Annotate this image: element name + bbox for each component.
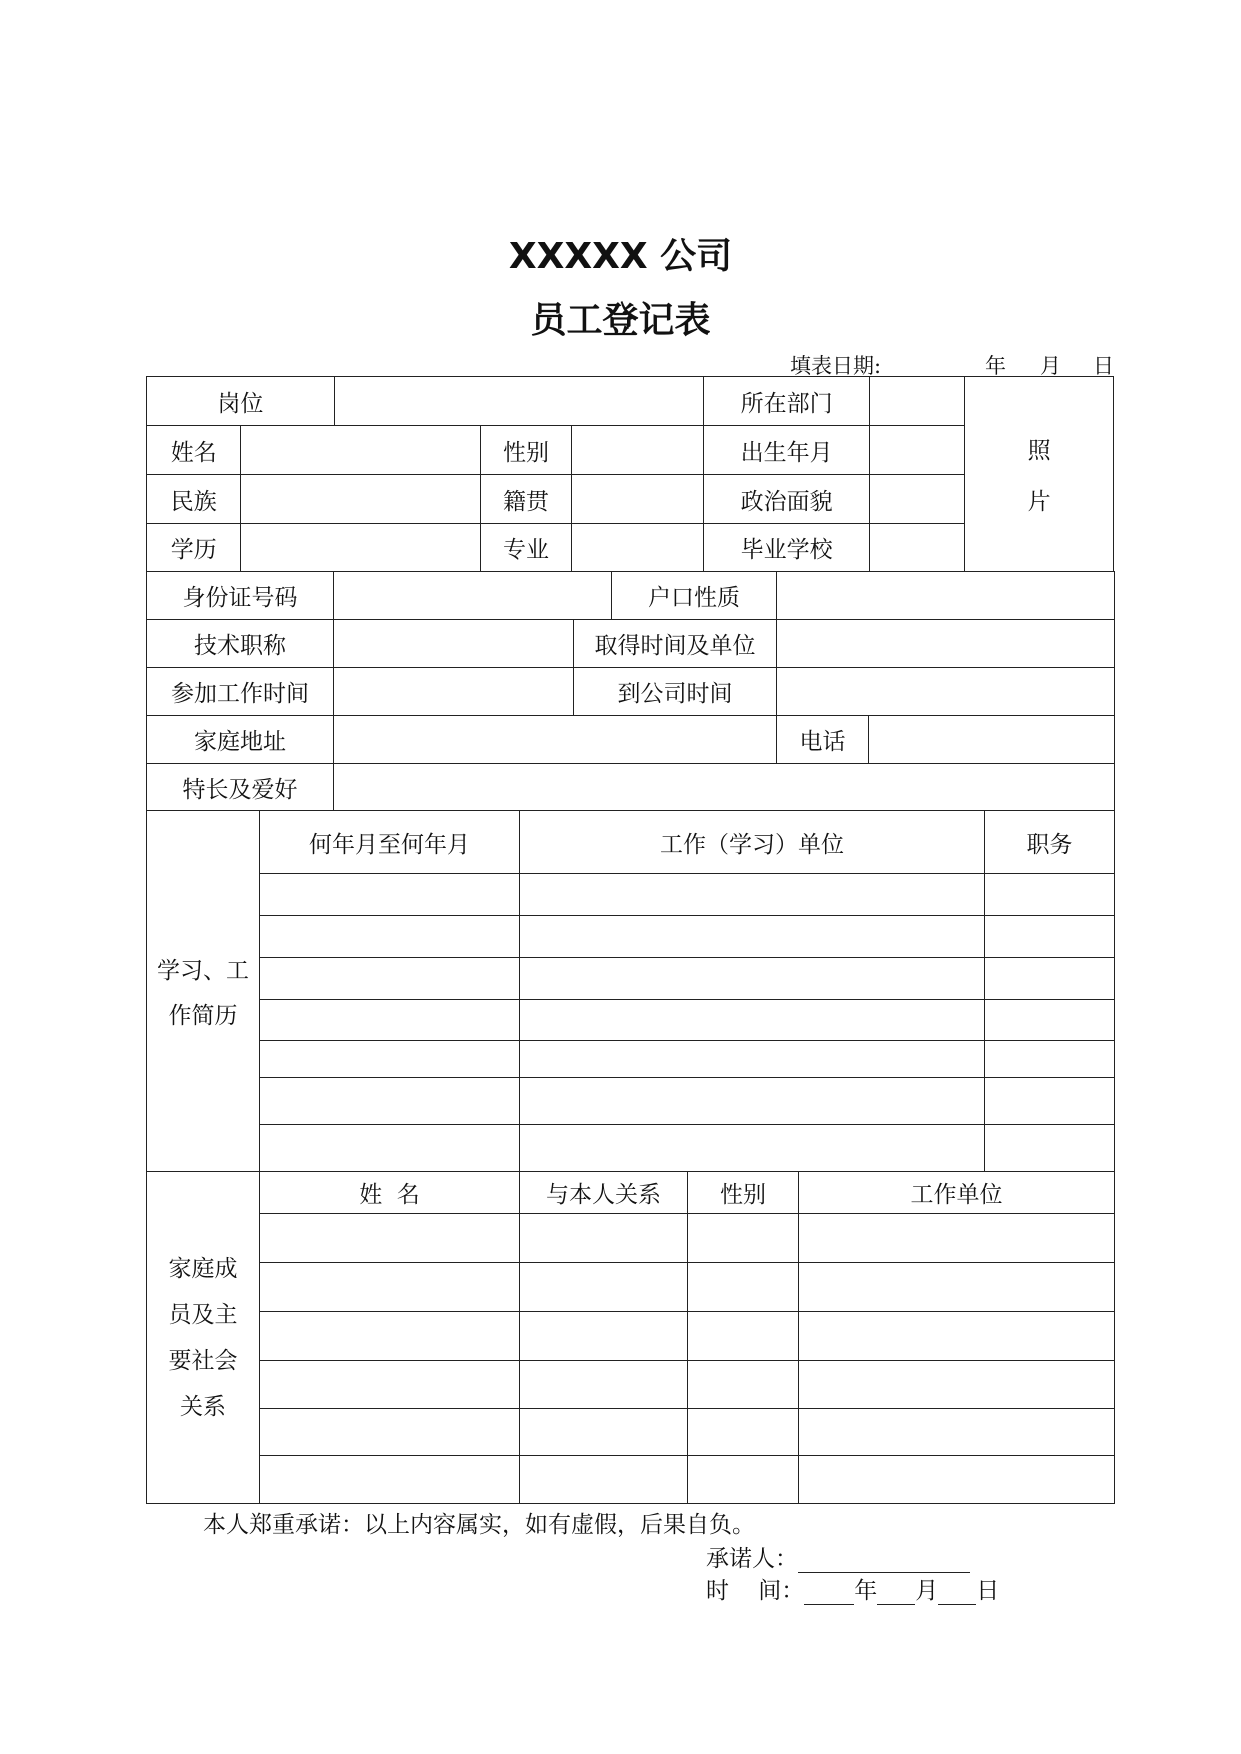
family-unit-cell[interactable] bbox=[799, 1263, 1115, 1312]
resume-unit-cell[interactable] bbox=[520, 874, 985, 916]
time-label: 时 间： bbox=[706, 1578, 805, 1604]
photo-box[interactable] bbox=[965, 377, 1114, 572]
ethnicity-label: 民族 bbox=[147, 475, 241, 524]
education-label: 学历 bbox=[147, 524, 241, 572]
resume-period-cell[interactable] bbox=[260, 1041, 520, 1078]
family-relation-cell[interactable] bbox=[520, 1312, 688, 1361]
family-gender-cell[interactable] bbox=[688, 1312, 799, 1361]
time-month: 月 bbox=[915, 1578, 939, 1604]
major-field[interactable] bbox=[571, 524, 704, 572]
family-unit-cell[interactable] bbox=[799, 1456, 1115, 1504]
major-label: 专业 bbox=[481, 524, 571, 572]
family-section-label bbox=[147, 1172, 260, 1504]
resume-period-cell[interactable] bbox=[260, 874, 520, 916]
family-label-line-3: 要社会 bbox=[168, 1347, 238, 1374]
hometown-field[interactable] bbox=[571, 475, 704, 524]
family-gender-cell[interactable] bbox=[688, 1361, 799, 1409]
time-month-line[interactable] bbox=[877, 1578, 915, 1605]
political-field[interactable] bbox=[869, 475, 964, 524]
signer-row bbox=[706, 1540, 970, 1573]
phone-field[interactable] bbox=[869, 716, 1115, 764]
fill-date-year: 年 bbox=[985, 354, 1006, 378]
fill-date-label: 填表日期: bbox=[790, 354, 882, 378]
resume-duty-cell[interactable] bbox=[985, 1125, 1115, 1172]
family-col-gender: 性别 bbox=[688, 1172, 799, 1214]
education-field[interactable] bbox=[241, 524, 481, 572]
work-start-field[interactable] bbox=[334, 668, 574, 716]
resume-unit-cell[interactable] bbox=[520, 958, 985, 1000]
signer-line[interactable] bbox=[798, 1546, 970, 1573]
resume-period-cell[interactable] bbox=[260, 916, 520, 958]
family-label-line-4: 关系 bbox=[180, 1393, 226, 1420]
resume-duty-cell[interactable] bbox=[985, 916, 1115, 958]
family-relation-cell[interactable] bbox=[520, 1263, 688, 1312]
resume-unit-cell[interactable] bbox=[520, 1125, 985, 1172]
fill-date-day: 日 bbox=[1093, 354, 1114, 378]
resume-duty-cell[interactable] bbox=[985, 958, 1115, 1000]
family-col-unit: 工作单位 bbox=[799, 1172, 1115, 1214]
form-title: 员工登记表 bbox=[530, 300, 711, 341]
time-day-line[interactable] bbox=[938, 1578, 976, 1605]
join-time-label: 到公司时间 bbox=[574, 668, 777, 716]
name-field[interactable] bbox=[241, 426, 481, 475]
family-col-relation: 与本人关系 bbox=[520, 1172, 688, 1214]
address-label: 家庭地址 bbox=[147, 716, 334, 764]
resume-duty-cell[interactable] bbox=[985, 1000, 1115, 1041]
gender-field[interactable] bbox=[571, 426, 704, 475]
resume-period-cell[interactable] bbox=[260, 1078, 520, 1125]
resume-table bbox=[146, 810, 1115, 1172]
family-unit-cell[interactable] bbox=[799, 1409, 1115, 1456]
family-relation-cell[interactable] bbox=[520, 1214, 688, 1263]
family-gender-cell[interactable] bbox=[688, 1409, 799, 1456]
photo-label-2: 片 bbox=[1027, 489, 1051, 515]
family-name-cell[interactable] bbox=[260, 1409, 520, 1456]
resume-section-label bbox=[147, 811, 260, 1172]
family-unit-cell[interactable] bbox=[799, 1214, 1115, 1263]
time-year: 年 bbox=[854, 1578, 878, 1604]
id-number-label: 身份证号码 bbox=[147, 572, 334, 620]
detail-info-table bbox=[146, 571, 1115, 811]
resume-unit-cell[interactable] bbox=[520, 1078, 985, 1125]
birth-field[interactable] bbox=[869, 426, 964, 475]
family-name-cell[interactable] bbox=[260, 1456, 520, 1504]
title-label: 技术职称 bbox=[147, 620, 334, 668]
name-label: 姓名 bbox=[147, 426, 241, 475]
family-relation-cell[interactable] bbox=[520, 1456, 688, 1504]
resume-period-cell[interactable] bbox=[260, 1125, 520, 1172]
title-time-unit-field[interactable] bbox=[777, 620, 1115, 668]
id-number-field[interactable] bbox=[334, 572, 612, 620]
work-start-label: 参加工作时间 bbox=[147, 668, 334, 716]
family-gender-cell[interactable] bbox=[688, 1263, 799, 1312]
hometown-label: 籍贯 bbox=[481, 475, 571, 524]
photo-label-1: 照 bbox=[1027, 438, 1051, 464]
family-label-line-1: 家庭成 bbox=[168, 1255, 238, 1282]
resume-unit-cell[interactable] bbox=[520, 1000, 985, 1041]
ethnicity-field[interactable] bbox=[241, 475, 481, 524]
family-unit-cell[interactable] bbox=[799, 1361, 1115, 1409]
birth-label: 出生年月 bbox=[704, 426, 870, 475]
resume-col-period: 何年月至何年月 bbox=[260, 811, 520, 874]
family-label-line-2: 员及主 bbox=[168, 1301, 238, 1328]
resume-period-cell[interactable] bbox=[260, 1000, 520, 1041]
resume-period-cell[interactable] bbox=[260, 958, 520, 1000]
hukou-field[interactable] bbox=[777, 572, 1115, 620]
position-field[interactable] bbox=[334, 377, 703, 426]
department-label: 所在部门 bbox=[704, 377, 870, 426]
family-table bbox=[146, 1171, 1115, 1504]
fill-date-month: 月 bbox=[1040, 354, 1061, 378]
family-name-cell[interactable] bbox=[260, 1312, 520, 1361]
family-name-cell[interactable] bbox=[260, 1263, 520, 1312]
title-field[interactable] bbox=[334, 620, 574, 668]
school-label: 毕业学校 bbox=[704, 524, 870, 572]
political-label: 政治面貌 bbox=[704, 475, 870, 524]
resume-col-duty: 职务 bbox=[985, 811, 1115, 874]
department-field[interactable] bbox=[869, 377, 964, 426]
resume-duty-cell[interactable] bbox=[985, 1041, 1115, 1078]
gender-label: 性别 bbox=[481, 426, 571, 475]
title-time-unit-label: 取得时间及单位 bbox=[574, 620, 777, 668]
resume-unit-cell[interactable] bbox=[520, 916, 985, 958]
time-row bbox=[706, 1572, 999, 1605]
hobbies-label: 特长及爱好 bbox=[147, 764, 334, 811]
time-year-line[interactable] bbox=[804, 1578, 854, 1605]
time-day: 日 bbox=[976, 1578, 1000, 1604]
family-gender-cell[interactable] bbox=[688, 1214, 799, 1263]
family-gender-cell[interactable] bbox=[688, 1456, 799, 1504]
resume-label-line-2: 作简历 bbox=[168, 1003, 238, 1029]
resume-unit-cell[interactable] bbox=[520, 1041, 985, 1078]
family-name-cell[interactable] bbox=[260, 1361, 520, 1409]
family-col-name: 姓 名 bbox=[260, 1172, 520, 1214]
pledge-text: 本人郑重承诺：以上内容属实，如有虚假，后果自负。 bbox=[203, 1512, 755, 1538]
family-unit-cell[interactable] bbox=[799, 1312, 1115, 1361]
hobbies-field[interactable] bbox=[334, 764, 1115, 811]
resume-col-unit: 工作（学习）单位 bbox=[520, 811, 985, 874]
resume-duty-cell[interactable] bbox=[985, 1078, 1115, 1125]
join-time-field[interactable] bbox=[777, 668, 1115, 716]
family-relation-cell[interactable] bbox=[520, 1361, 688, 1409]
address-field[interactable] bbox=[334, 716, 777, 764]
signer-label: 承诺人： bbox=[706, 1546, 798, 1572]
school-field[interactable] bbox=[869, 524, 964, 572]
family-name-cell[interactable] bbox=[260, 1214, 520, 1263]
hukou-label: 户口性质 bbox=[612, 572, 777, 620]
resume-duty-cell[interactable] bbox=[985, 874, 1115, 916]
family-relation-cell[interactable] bbox=[520, 1409, 688, 1456]
company-title: XXXXX 公司 bbox=[508, 236, 733, 277]
position-label: 岗位 bbox=[147, 377, 335, 426]
phone-label: 电话 bbox=[777, 716, 869, 764]
basic-info-table bbox=[146, 376, 1114, 572]
resume-label-line-1: 学习、工 bbox=[157, 958, 249, 984]
